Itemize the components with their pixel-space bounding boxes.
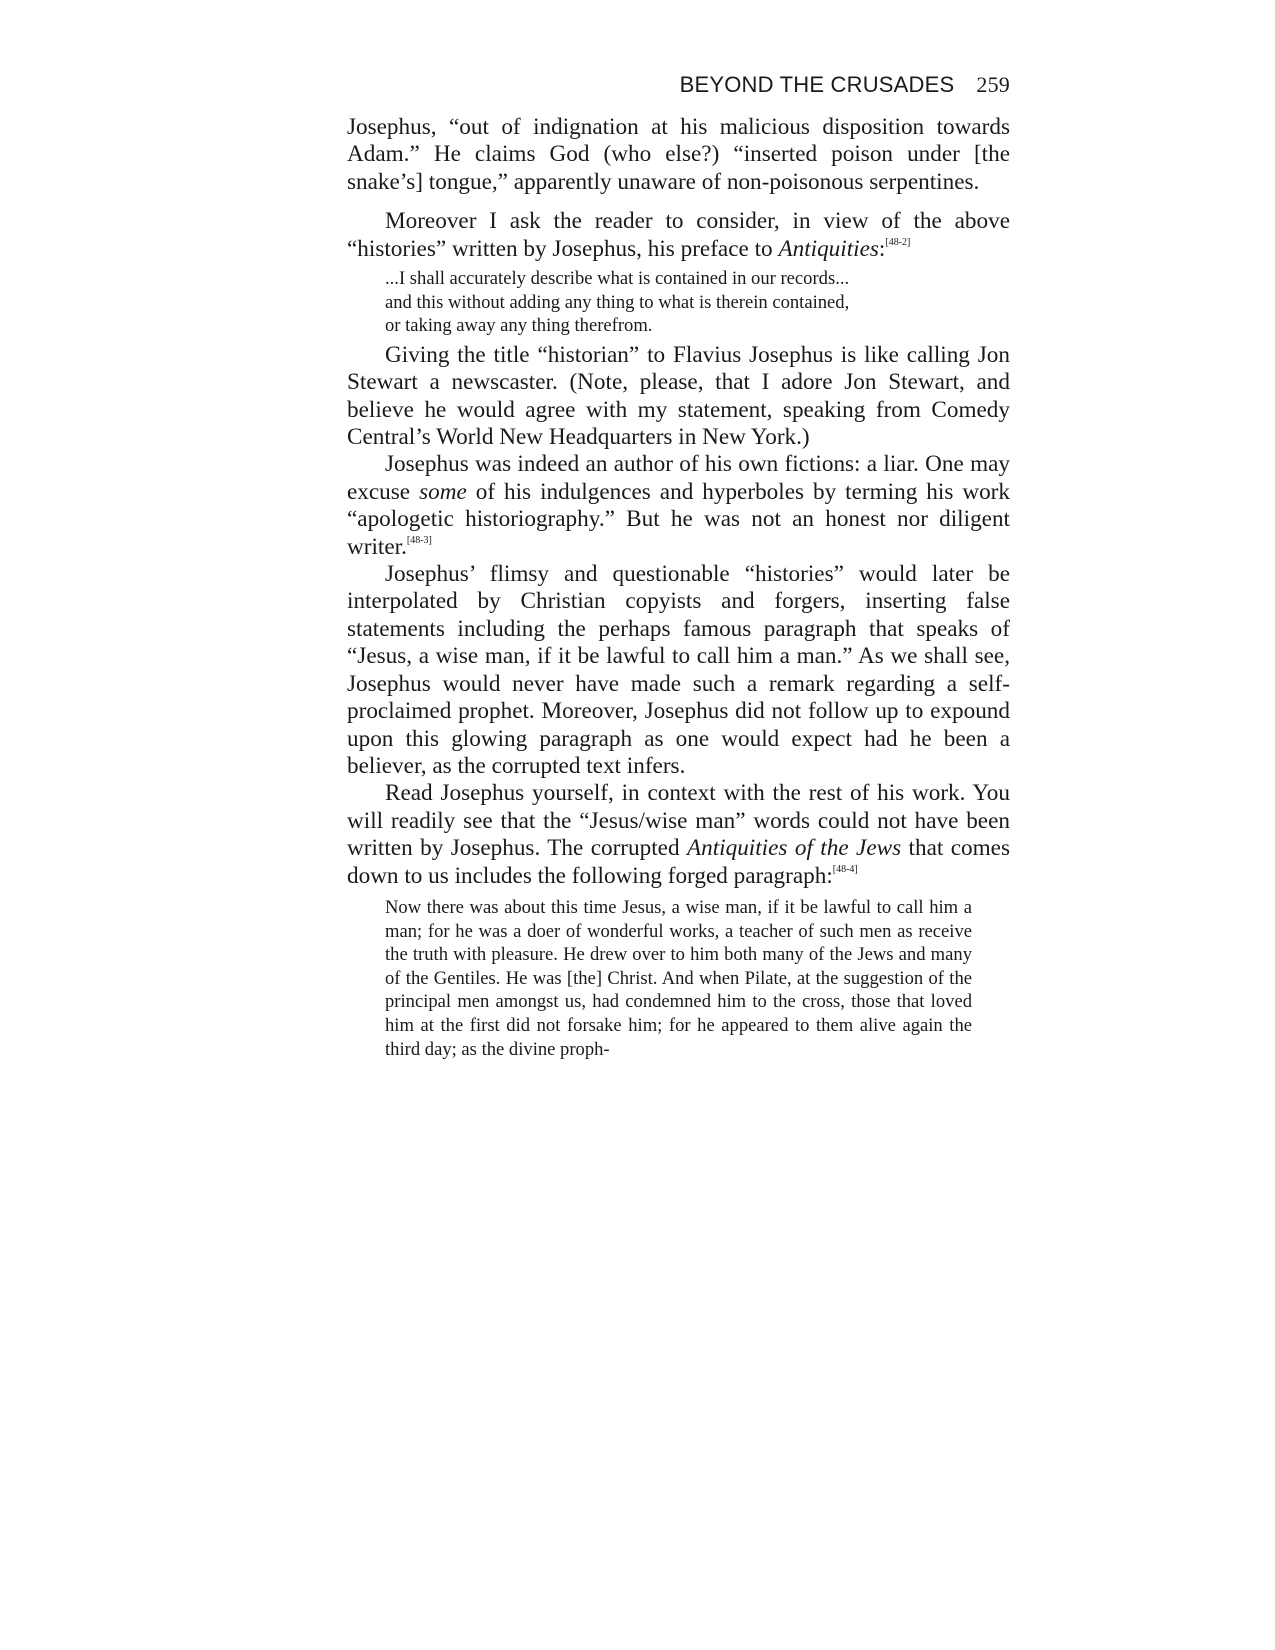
book-page [347, 70, 1010, 1065]
block-quote-1-line-2: and this without adding any thing to what is therein contained, [385, 291, 850, 313]
running-header [347, 70, 1010, 100]
footnote-ref-48-2[interactable]: [48-2] [885, 236, 911, 248]
footnote-ref-48-3[interactable]: [48-3] [406, 534, 432, 546]
footnote-ref-48-4[interactable]: [48-4] [832, 863, 858, 875]
paragraph-6-text-a: Read Josephus yourself, in context with the rest of his work. You will readily see that the “Jesus/wise man” words could not have been written by Josephus. The corrupted [347, 780, 1010, 862]
paragraph-2 [347, 208, 1010, 263]
paragraph-4-italic-word: some [419, 478, 467, 505]
block-quote-1 [385, 267, 972, 338]
paragraph-5-text: Josephus’ flimsy and questionable “histories” would later be interpolated by Christian copyists and forgers, inserting false statements including the perhaps famous paragraph that speaks of “Jesus, a wise man, if it be lawful to call him a man.” As we shall see, Josephus would never have made such a remark regarding a self-proclaimed prophet. Moreover, Josephus did not follow up to expound upon this glowing paragraph as one would expect had he been a believer, as the corrupted text infers. [347, 561, 1010, 779]
block-quote-1-line-3: or taking away any thing therefrom. [385, 315, 653, 337]
paragraph-2-italic-title: Antiquities [778, 235, 879, 262]
paragraph-6 [347, 780, 1010, 890]
page-number: 259 [976, 72, 1010, 97]
paragraph-4-text-a: Josephus was indeed an author of his own fictions: a liar. One may excuse [347, 451, 1010, 505]
paragraph-1 [347, 114, 1010, 196]
paragraph-3-text: Giving the title “historian” to Flavius Josephus is like calling Jon Stewart a newscaster. (Note, please, that I adore Jon Stewart, and believe he would agree with my statement, speaking from Comedy Central’s World New Headquarters in New York.) [347, 341, 1010, 451]
paragraph-5 [347, 561, 1010, 780]
block-quote-2 [385, 896, 972, 1061]
paragraph-4-text-b: of his indulgences and hyperboles by terming his work “apologetic historiography.” But he was not an honest nor diligent writer. [347, 478, 1010, 560]
block-quote-2-text: Now there was about this time Jesus, a wise man, if it be lawful to call him a man; for he was a doer of wonderful works, a teacher of such men as receive the truth with pleasure. He drew over to him both many of the Jews and many of the Gentiles. He was [the] Christ. And when Pilate, at the suggestion of the principal men amongst us, had condemned him to the cross, those that loved him at the first did not forsake him; for he appeared to them alive again the third day; as the divine proph- [385, 896, 972, 1060]
block-quote-1-line-1: ...I shall accurately describe what is contained in our records... [385, 268, 850, 290]
paragraph-6-text-b: that comes down to us includes the following forged paragraph: [347, 835, 1010, 889]
body-text [347, 114, 1010, 1061]
paragraph-1-text: Josephus, “out of indignation at his malicious disposition towards Adam.” He claims God (who else?) “inserted poison under [the snake’s] tongue,” apparently unaware of non-poisonous serpentines. [347, 114, 1010, 195]
paragraph-3 [347, 342, 1010, 452]
paragraph-6-italic-title: Antiquities of the Jews [686, 835, 902, 862]
paragraph-4 [347, 451, 1010, 561]
paragraph-2-text-b: : [878, 235, 886, 262]
paragraph-2-text-a: Moreover I ask the reader to consider, in view of the above “histories” written by Josephus, his preface to [347, 208, 1010, 262]
running-title: BEYOND THE CRUSADES [679, 72, 955, 97]
